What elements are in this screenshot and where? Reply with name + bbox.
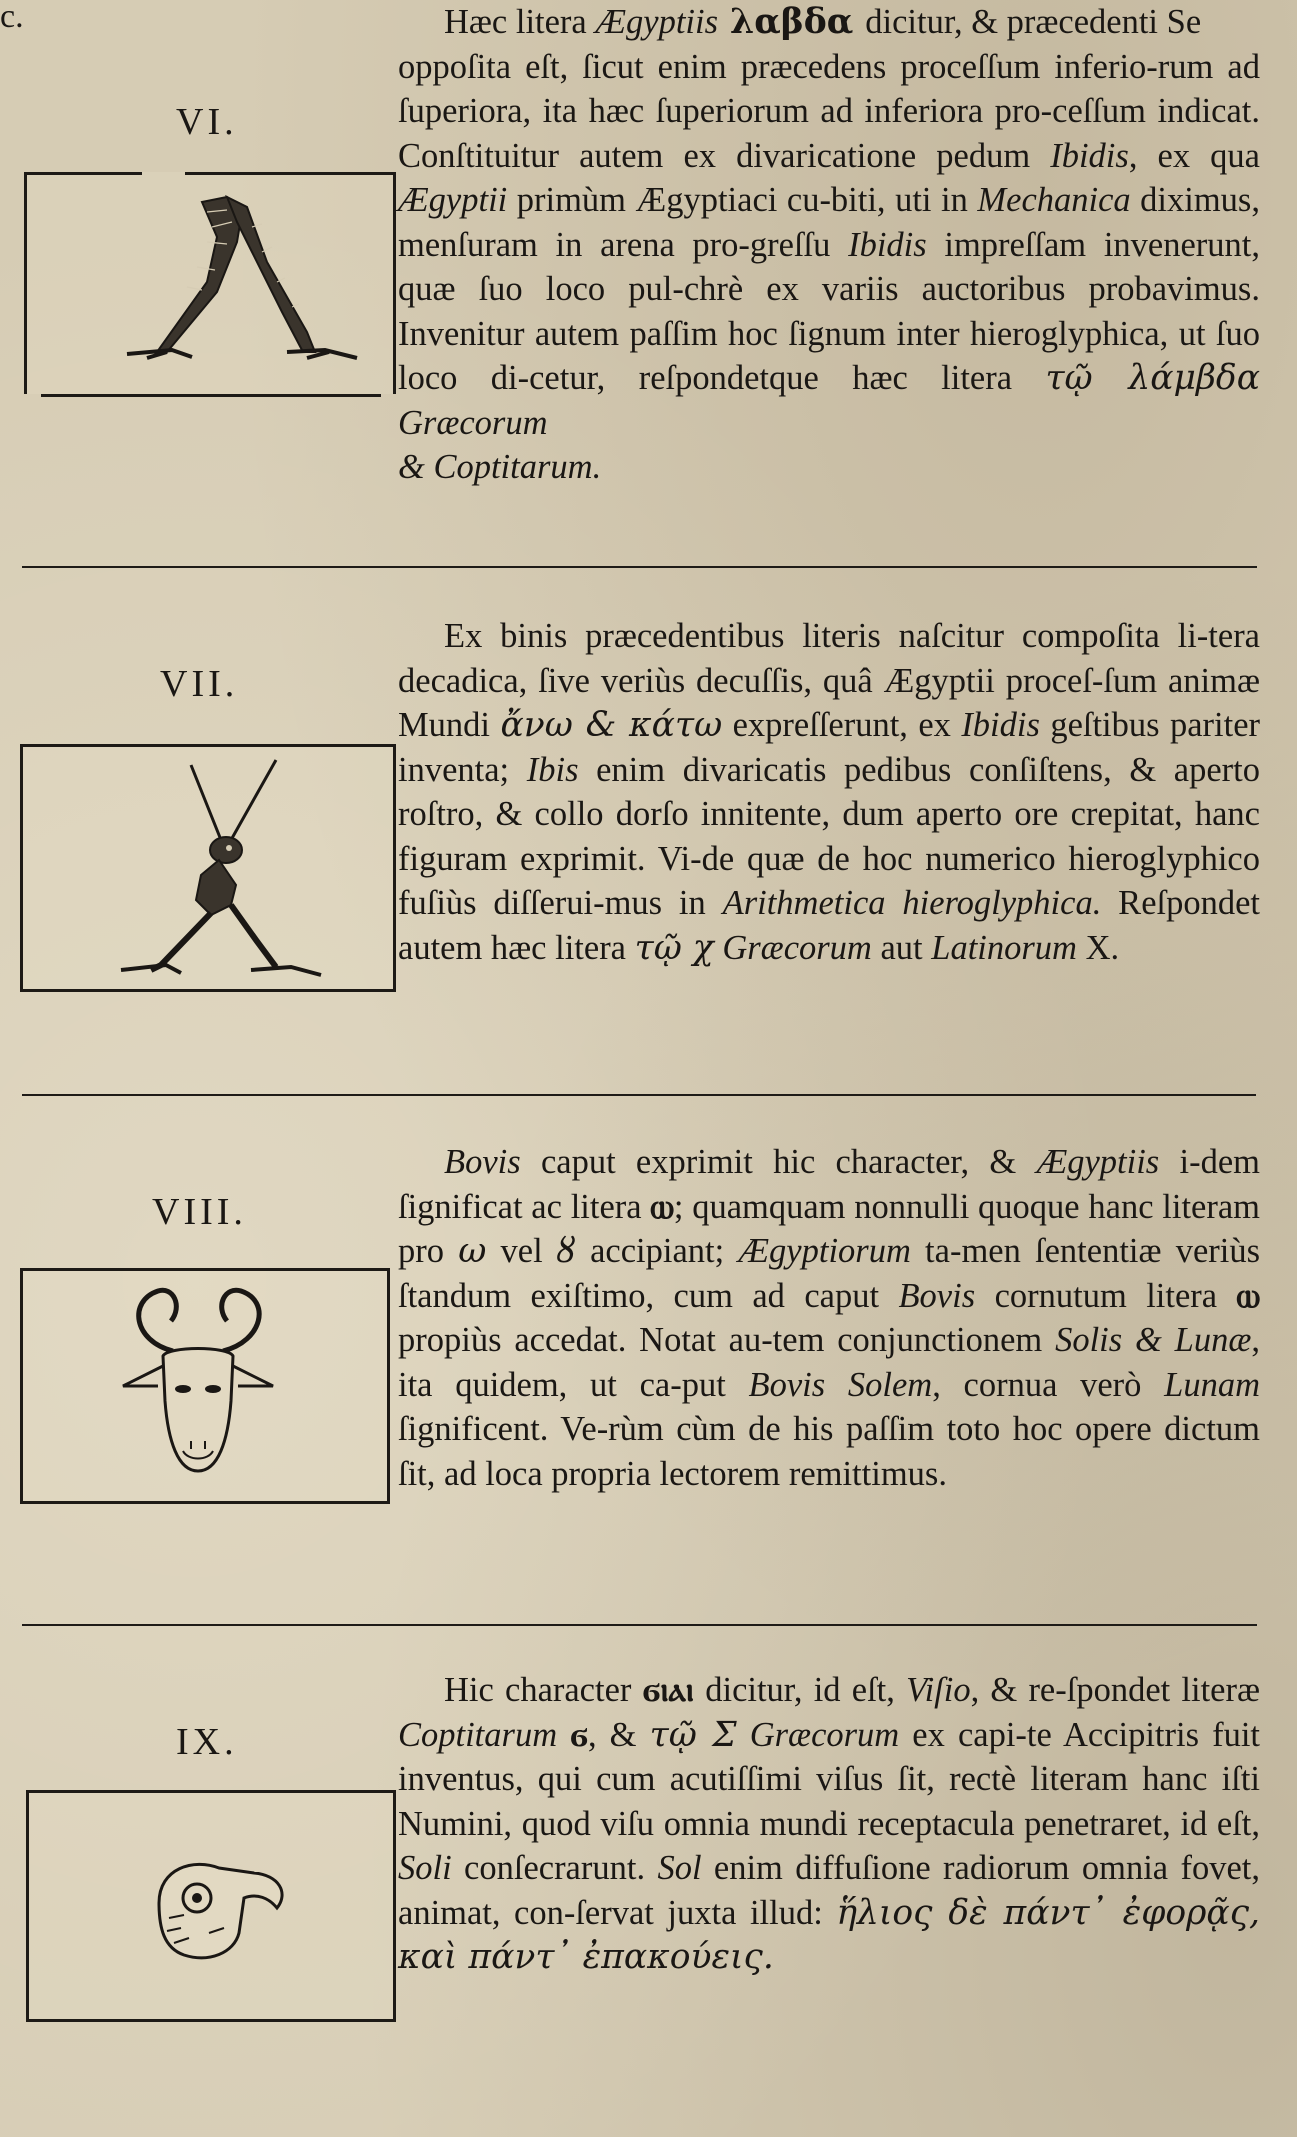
greek-text: ἥλιος δὲ πάντ᾽ ἐφορᾷς, καὶ πάντ᾽ ἐπακούεις. bbox=[398, 1892, 1260, 1977]
section-text-vi bbox=[398, 0, 1260, 490]
body-text: ex capi-te Accipitris fuit inventus, qui cum acutiſſimi viſus ſit, rectè literam hanc iſti Numini, quod viſu omnia mundi receptacula penetraret, id eſt, bbox=[398, 1715, 1261, 1843]
italic-text: Mechanica bbox=[977, 181, 1131, 219]
body-text bbox=[737, 1716, 750, 1754]
body-text bbox=[557, 1716, 570, 1754]
section-text-viii bbox=[398, 1140, 1260, 1496]
section-numeral-vi: VI. bbox=[176, 101, 238, 143]
paragraph bbox=[398, 0, 1260, 490]
body-text: enim diffuſione radiorum omnia fovet, animat, con-ſervat juxta illud: bbox=[398, 1849, 1260, 1932]
body-text: impreſſam invenerunt, quæ ſuo loco pul-chrè ex variis auctoribus probavimus. Invenitur autem paſſim hoc ſignum inter hieroglyphica, ut ſuo loco di-cetur, reſpondetque hæc litera bbox=[398, 225, 1260, 397]
body-text: , & bbox=[587, 1715, 650, 1754]
italic-text: Græcorum bbox=[749, 1715, 900, 1754]
greek-text: ἄνω & κάτω bbox=[500, 705, 723, 745]
body-text: conſecrarunt. bbox=[451, 1849, 658, 1887]
italic-text: Soli bbox=[398, 1849, 452, 1887]
hawk-head-icon bbox=[139, 1843, 299, 1973]
body-text: X. bbox=[1076, 928, 1120, 967]
italic-text: Latinorum bbox=[931, 928, 1077, 967]
body-text: accipiant; bbox=[575, 1232, 739, 1270]
italic-text: Græcorum bbox=[398, 403, 548, 442]
italic-text: Coptitarum bbox=[398, 1715, 558, 1754]
figure-viii bbox=[20, 1268, 390, 1504]
figure-ix bbox=[26, 1790, 396, 2022]
greek-text: ȣ bbox=[556, 1231, 576, 1271]
ibis-legs-lambda-icon bbox=[67, 182, 367, 382]
body-text: Hæc litera bbox=[444, 3, 596, 41]
italic-text: Ægyptii bbox=[398, 181, 508, 219]
body-text: Reſpondet autem hæc litera bbox=[398, 884, 1260, 967]
italic-text: Bovis bbox=[898, 1276, 976, 1315]
section-numeral-vii: VII. bbox=[160, 663, 239, 705]
body-text: , & re-ſpondet literæ bbox=[970, 1671, 1260, 1709]
body-text: primùm Ægyptiaci cu-biti, uti in bbox=[507, 181, 978, 219]
body-text: , ex qua bbox=[1128, 136, 1260, 175]
body-text: ; quamquam nonnulli quoque hanc literam pro bbox=[398, 1187, 1260, 1270]
italic-text: & Coptitarum. bbox=[398, 448, 602, 486]
italic-text: Ægyptiis bbox=[595, 3, 719, 41]
body-text: cornutum litera bbox=[975, 1276, 1237, 1315]
coptic-glyph: ⲱ bbox=[1236, 1275, 1261, 1316]
section-divider bbox=[22, 1624, 1257, 1626]
body-text: i-dem ſignificat ac litera bbox=[398, 1143, 1260, 1226]
coptic-glyph: ϭ bbox=[570, 1714, 588, 1755]
figure-vi bbox=[24, 172, 396, 394]
italic-text: Lunam bbox=[1164, 1365, 1260, 1404]
greek-text: ω bbox=[458, 1231, 487, 1271]
coptic-glyph: ⲱ bbox=[650, 1186, 674, 1227]
coptic-glyph: λαβδα bbox=[718, 2, 866, 42]
body-text: geſtibus pariter inventa; bbox=[398, 706, 1261, 789]
ibis-crossed-beak-icon bbox=[81, 755, 341, 985]
italic-text: Ægyptiorum bbox=[738, 1232, 911, 1270]
section-divider bbox=[22, 566, 1257, 568]
italic-text: Arithmetica hieroglyphica. bbox=[722, 884, 1102, 922]
body-text: Ex binis præcedentibus literis naſcitur compoſita li-tera decadica, ſive veriùs decuſſis, quâ Ægyptii proceſ-ſum animæ Mundi bbox=[398, 617, 1260, 744]
italic-text: Ibidis bbox=[1050, 136, 1129, 175]
body-text: ſignificent. Ve-rùm cùm de his paſſim toto hoc opere dictum ſit, ad loca propria lectorem remittimus. bbox=[398, 1410, 1260, 1493]
italic-text: Ibis bbox=[526, 750, 579, 789]
italic-text: Bovis bbox=[444, 1143, 521, 1181]
italic-text: Græcorum bbox=[722, 928, 872, 967]
figure-vii bbox=[20, 744, 396, 992]
body-text: diximus, menſuram in arena pro-greſſu bbox=[398, 181, 1260, 264]
paragraph bbox=[398, 614, 1260, 970]
section-divider bbox=[22, 1094, 1256, 1096]
italic-text: Ægyptiis bbox=[1036, 1143, 1160, 1181]
italic-text: Solis & Lunæ bbox=[1055, 1321, 1252, 1359]
body-text: ta-men ſententiæ veriùs ſtandum exiſtimo, cum ad caput bbox=[398, 1232, 1261, 1315]
coptic-glyph: ϭⲓⲁⲓ bbox=[642, 1670, 695, 1710]
body-text: Hic character bbox=[444, 1671, 643, 1709]
italic-text: Viſio bbox=[906, 1671, 971, 1709]
italic-text: Ibidis bbox=[848, 225, 927, 264]
body-text: , cornua verò bbox=[932, 1365, 1165, 1404]
body-text: aut bbox=[871, 928, 932, 967]
section-text-ix bbox=[398, 1668, 1260, 1980]
body-text: oppoſita eſt, ſicut enim præcedens proceſſum inferio-rum ad ſuperiora, ita hæc ſuperiorum ad inferiora pro-ceſſum indicat. Conſtituitur autem ex divaricatione pedum bbox=[398, 47, 1260, 175]
section-numeral-ix: IX. bbox=[176, 1721, 238, 1763]
body-text: expreſſerunt, ex bbox=[722, 706, 962, 744]
body-text: , ita quidem, ut ca-put bbox=[398, 1321, 1260, 1404]
body-text: dicitur, & præcedenti Se bbox=[865, 3, 1202, 41]
body-text: dicitur, id eſt, bbox=[694, 1671, 907, 1709]
section-numeral-viii: VIII. bbox=[152, 1191, 247, 1233]
italic-text: Bovis Solem bbox=[748, 1365, 933, 1404]
greek-text: τῷ λάμβδα bbox=[1045, 358, 1260, 398]
body-text: propiùs accedat. Notat au-tem conjunctionem bbox=[398, 1321, 1056, 1359]
body-text: caput exprimit hic character, & bbox=[520, 1143, 1037, 1181]
paragraph bbox=[398, 1668, 1260, 1980]
section-text-vii bbox=[398, 614, 1260, 970]
body-text: enim divaricatis pedibus conſiſtens, & aperto roſtro, & collo dorſo innitente, dum aperto ore crepitat, hanc figuram exprimit. Vi-de quæ de hoc numerico hieroglyphico fuſiùs diſſerui-mus in bbox=[398, 750, 1260, 922]
italic-text: Ibidis bbox=[961, 706, 1040, 744]
bull-head-icon bbox=[113, 1281, 293, 1491]
paragraph bbox=[398, 1140, 1260, 1496]
body-text: vel bbox=[486, 1232, 557, 1270]
greek-text: τῷ Σ bbox=[649, 1714, 737, 1755]
greek-text: τῷ χ bbox=[634, 927, 714, 968]
italic-text: Sol bbox=[657, 1849, 702, 1887]
page-edge-fragment: c. bbox=[0, 0, 24, 35]
